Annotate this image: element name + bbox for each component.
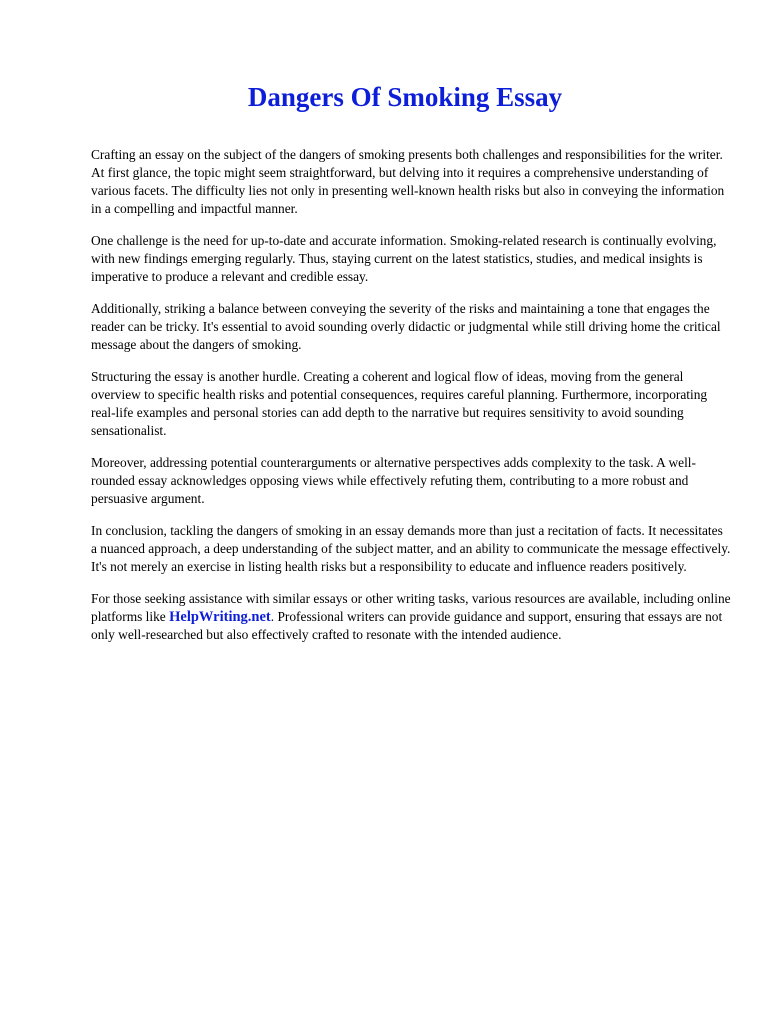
paragraph-7-after-link: . Professional writers can provide guidance and support, ensuring that essays are not only well-researched but also effectively crafted to resonate with the intended audience. [91, 609, 723, 642]
paragraph-7-before-link: For those seeking assistance with similar essays or other writing tasks, various resources are available, including online platforms like [91, 591, 731, 624]
paragraph-3: Additionally, striking a balance between conveying the severity of the risks and maintaining a tone that engages the reader can be tricky. It's essential to avoid sounding overly didactic or judgmental while still driving home the critical message about the dangers of smoking. [91, 301, 721, 352]
paragraph-5: Moreover, addressing potential counterarguments or alternative perspectives adds complexity to the task. A well-rounded essay acknowledges opposing views while effectively refuting them, contributing to a more robust and persuasive argument. [91, 455, 696, 506]
paragraph-6: In conclusion, tackling the dangers of smoking in an essay demands more than just a recitation of facts. It necessitates a nuanced approach, a deep understanding of the subject matter, and an ability to communicate the message effectively. It's not merely an exercise in listing health risks but a responsibility to educate and influence readers positively. [91, 523, 731, 574]
paragraph-4: Structuring the essay is another hurdle. Creating a coherent and logical flow of ideas, moving from the general overview to specific health risks and potential consequences, requires careful planning. Furthermore, incorporating real-life examples and personal stories can add depth to the narrative but requires sensitivity to avoid sounding sensationalist. [91, 369, 708, 438]
paragraph-1: Crafting an essay on the subject of the dangers of smoking presents both challenges and responsibilities for the writer. At first glance, the topic might seem straightforward, but delving into it requires a comprehensive understanding of various facets. The difficulty lies not only in presenting well-known health risks but also in conveying the information in a compelling and impactful manner. [91, 147, 725, 216]
paragraph-2: One challenge is the need for up-to-date and accurate information. Smoking-related research is continually evolving, with new findings emerging regularly. Thus, staying current on the latest statistics, studies, and medical insights is imperative to produce a relevant and credible essay. [91, 233, 717, 284]
helpwriting-link[interactable]: HelpWriting.net [169, 609, 271, 625]
document-body [91, 146, 731, 658]
paragraph-7 [91, 590, 731, 644]
document-title: Dangers Of Smoking Essay [247, 82, 563, 112]
